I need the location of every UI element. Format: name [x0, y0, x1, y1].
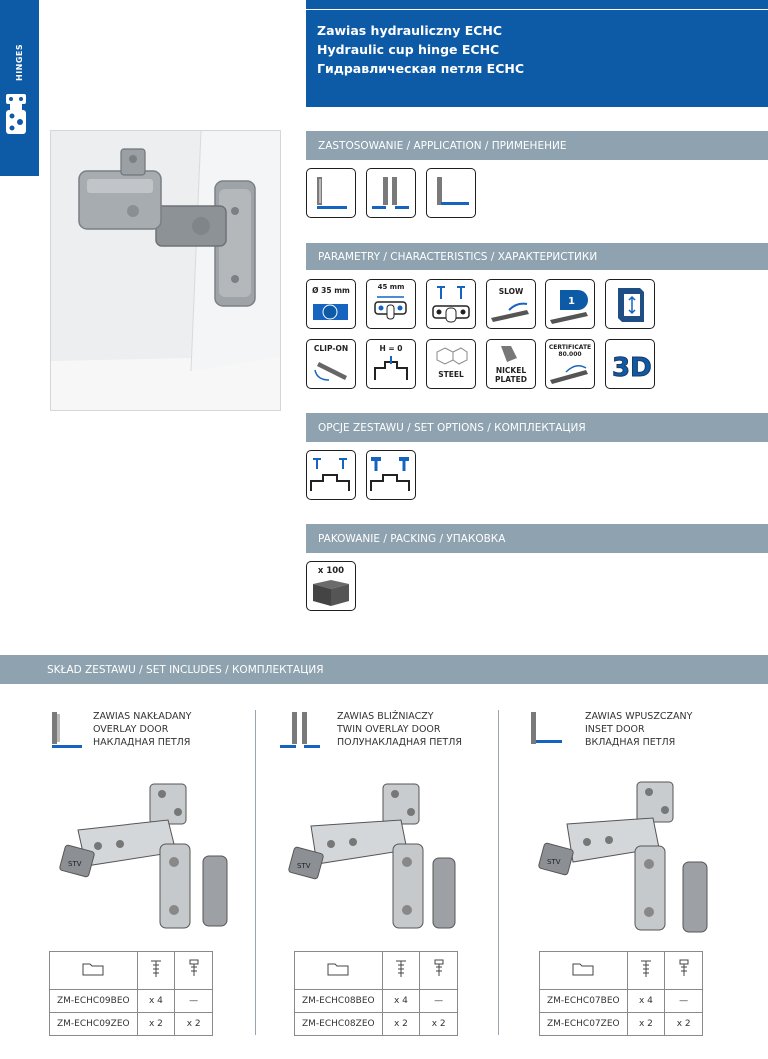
- section-application: ZASTOSOWANIE / APPLICATION / ПРИМЕНЕНИЕ: [306, 131, 768, 160]
- table-row: [50, 990, 213, 1013]
- screw-qty: x 2: [382, 1013, 420, 1036]
- certificate-icon: [545, 339, 595, 389]
- application-twin-icon: [366, 168, 416, 218]
- nickel-label-1: NICKEL: [495, 366, 527, 375]
- overlay-line-2: OVERLAY DOOR: [93, 724, 169, 735]
- section-set-options: OPCJE ZESTAWU / SET OPTIONS / КОМПЛЕКТАЦИЯ: [306, 413, 768, 442]
- column-divider-1: [255, 710, 256, 1035]
- euro-screw-qty: x 2: [665, 1013, 703, 1036]
- title-pl: Zawias hydrauliczny ECHC: [317, 23, 503, 38]
- twin-line-3: ПОЛУНАКЛАДНАЯ ПЕТЛЯ: [337, 737, 462, 748]
- screw-qty: x 4: [627, 990, 665, 1013]
- screw-qty: x 4: [137, 990, 175, 1013]
- screw-icon: [627, 952, 665, 990]
- step-one-icon: [545, 279, 595, 329]
- overlay-door-icon: [48, 710, 84, 750]
- set-option-standard-icon: [306, 450, 356, 500]
- euro-screw-qty: —: [420, 990, 458, 1013]
- title-rule: [306, 9, 768, 10]
- overlay-includes-table: [49, 951, 213, 1036]
- section-characteristics: PARAMETRY / CHARACTERISTICS / ХАРАКТЕРИСТИКИ: [306, 243, 768, 270]
- screw-icon: [382, 952, 420, 990]
- slow-close-icon: [486, 279, 536, 329]
- side-tab-label: HINGES: [15, 43, 24, 81]
- packing-box-icon: [306, 561, 356, 611]
- folder-icon: [295, 952, 383, 990]
- application-overlay-icon: [306, 168, 356, 218]
- certificate-label-2: 80.000: [558, 351, 582, 358]
- inset-line-1: ZAWIAS WPUSZCZANY: [585, 711, 693, 722]
- inset-line-3: ВКЛАДНАЯ ПЕТЛЯ: [585, 737, 676, 748]
- distance-45mm-label: 45 mm: [377, 283, 405, 291]
- h0-label: H = 0: [379, 344, 403, 353]
- twin-line-1: ZAWIAS BLIŹNIACZY: [337, 711, 434, 722]
- h0-icon: [366, 339, 416, 389]
- product-code: ZM-ECHC09BEO: [50, 990, 138, 1013]
- product-code: ZM-ECHC09ZEO: [50, 1013, 138, 1036]
- 3d-adjust-icon: [605, 339, 655, 389]
- overlay-hinge-set-image: [58, 780, 233, 940]
- twin-line-2: TWIN OVERLAY DOOR: [337, 724, 441, 735]
- product-photo: [50, 130, 281, 411]
- step-one-label: 1: [568, 296, 575, 307]
- folder-icon: [50, 952, 138, 990]
- euro-screw-qty: x 2: [420, 1013, 458, 1036]
- title-en: Hydraulic cup hinge ECHC: [317, 42, 500, 57]
- title-ru: Гидравлическая петля ECHC: [317, 61, 525, 76]
- euro-screw-qty: —: [665, 990, 703, 1013]
- section-packing: PAKOWANIE / PACKING / УПАКОВКА: [306, 524, 768, 553]
- section-set-includes: SKŁAD ZESTAWU / SET INCLUDES / КОМПЛЕКТАЦИЯ: [0, 655, 768, 684]
- plate-label: STV: [547, 858, 561, 866]
- table-row: [295, 990, 458, 1013]
- screw-qty: x 4: [382, 990, 420, 1013]
- product-code: ZM-ECHC07ZEO: [540, 1013, 628, 1036]
- nickel-label-2: PLATED: [495, 375, 527, 384]
- twin-overlay-text: [337, 710, 462, 749]
- plate-label: STV: [297, 862, 311, 870]
- table-header-row: [295, 952, 458, 990]
- clip-on-icon: [306, 339, 356, 389]
- overlay-door-text: [93, 710, 191, 749]
- certificate-label-1: CERTIFICATE: [548, 344, 592, 351]
- table-header-row: [540, 952, 703, 990]
- overlay-line-1: ZAWIAS NAKŁADANY: [93, 711, 192, 722]
- cup-35mm-icon: [306, 279, 356, 329]
- cabinet-adjust-icon: [605, 279, 655, 329]
- twin-overlay-door-icon: [278, 710, 324, 750]
- table-header-row: [50, 952, 213, 990]
- inset-door-icon: [527, 710, 563, 750]
- euro-screw-icon: [665, 952, 703, 990]
- column-divider-2: [498, 710, 499, 1035]
- nickel-plated-icon: [486, 339, 536, 389]
- cup-35mm-label: Ø 35 mm: [312, 286, 350, 295]
- mounting-screws-icon: [426, 279, 476, 329]
- table-row: [540, 1013, 703, 1036]
- hinge-photo: [51, 131, 281, 411]
- product-code: ZM-ECHC08BEO: [295, 990, 383, 1013]
- slow-close-label: SLOW: [498, 287, 524, 296]
- steel-label: STEEL: [438, 370, 464, 379]
- screw-icon: [137, 952, 175, 990]
- screw-qty: x 2: [137, 1013, 175, 1036]
- overlay-line-3: НАКЛАДНАЯ ПЕТЛЯ: [93, 737, 191, 748]
- inset-includes-table: [539, 951, 703, 1036]
- euro-screw-qty: x 2: [175, 1013, 213, 1036]
- inset-door-text: [585, 710, 692, 749]
- 3d-label: 3D: [612, 353, 652, 383]
- folder-icon: [540, 952, 628, 990]
- product-code: ZM-ECHC08ZEO: [295, 1013, 383, 1036]
- twin-includes-table: [294, 951, 458, 1036]
- distance-45mm-icon: [366, 279, 416, 329]
- euro-screw-qty: —: [175, 990, 213, 1013]
- hinge-icon: [4, 92, 28, 138]
- title-box: [306, 0, 768, 107]
- side-tab: [0, 0, 39, 176]
- table-row: [50, 1013, 213, 1036]
- euro-screw-icon: [175, 952, 213, 990]
- inset-hinge-set-image: [537, 780, 712, 940]
- product-code: ZM-ECHC07BEO: [540, 990, 628, 1013]
- table-row: [295, 1013, 458, 1036]
- plate-label: STV: [68, 860, 82, 868]
- table-row: [540, 990, 703, 1013]
- screw-qty: x 2: [627, 1013, 665, 1036]
- steel-icon: [426, 339, 476, 389]
- euro-screw-icon: [420, 952, 458, 990]
- clip-on-label: CLIP-ON: [313, 344, 349, 353]
- twin-hinge-set-image: [283, 780, 458, 940]
- application-inset-icon: [426, 168, 476, 218]
- set-option-euro-icon: [366, 450, 416, 500]
- packing-qty: x 100: [317, 566, 345, 576]
- inset-line-2: INSET DOOR: [585, 724, 645, 735]
